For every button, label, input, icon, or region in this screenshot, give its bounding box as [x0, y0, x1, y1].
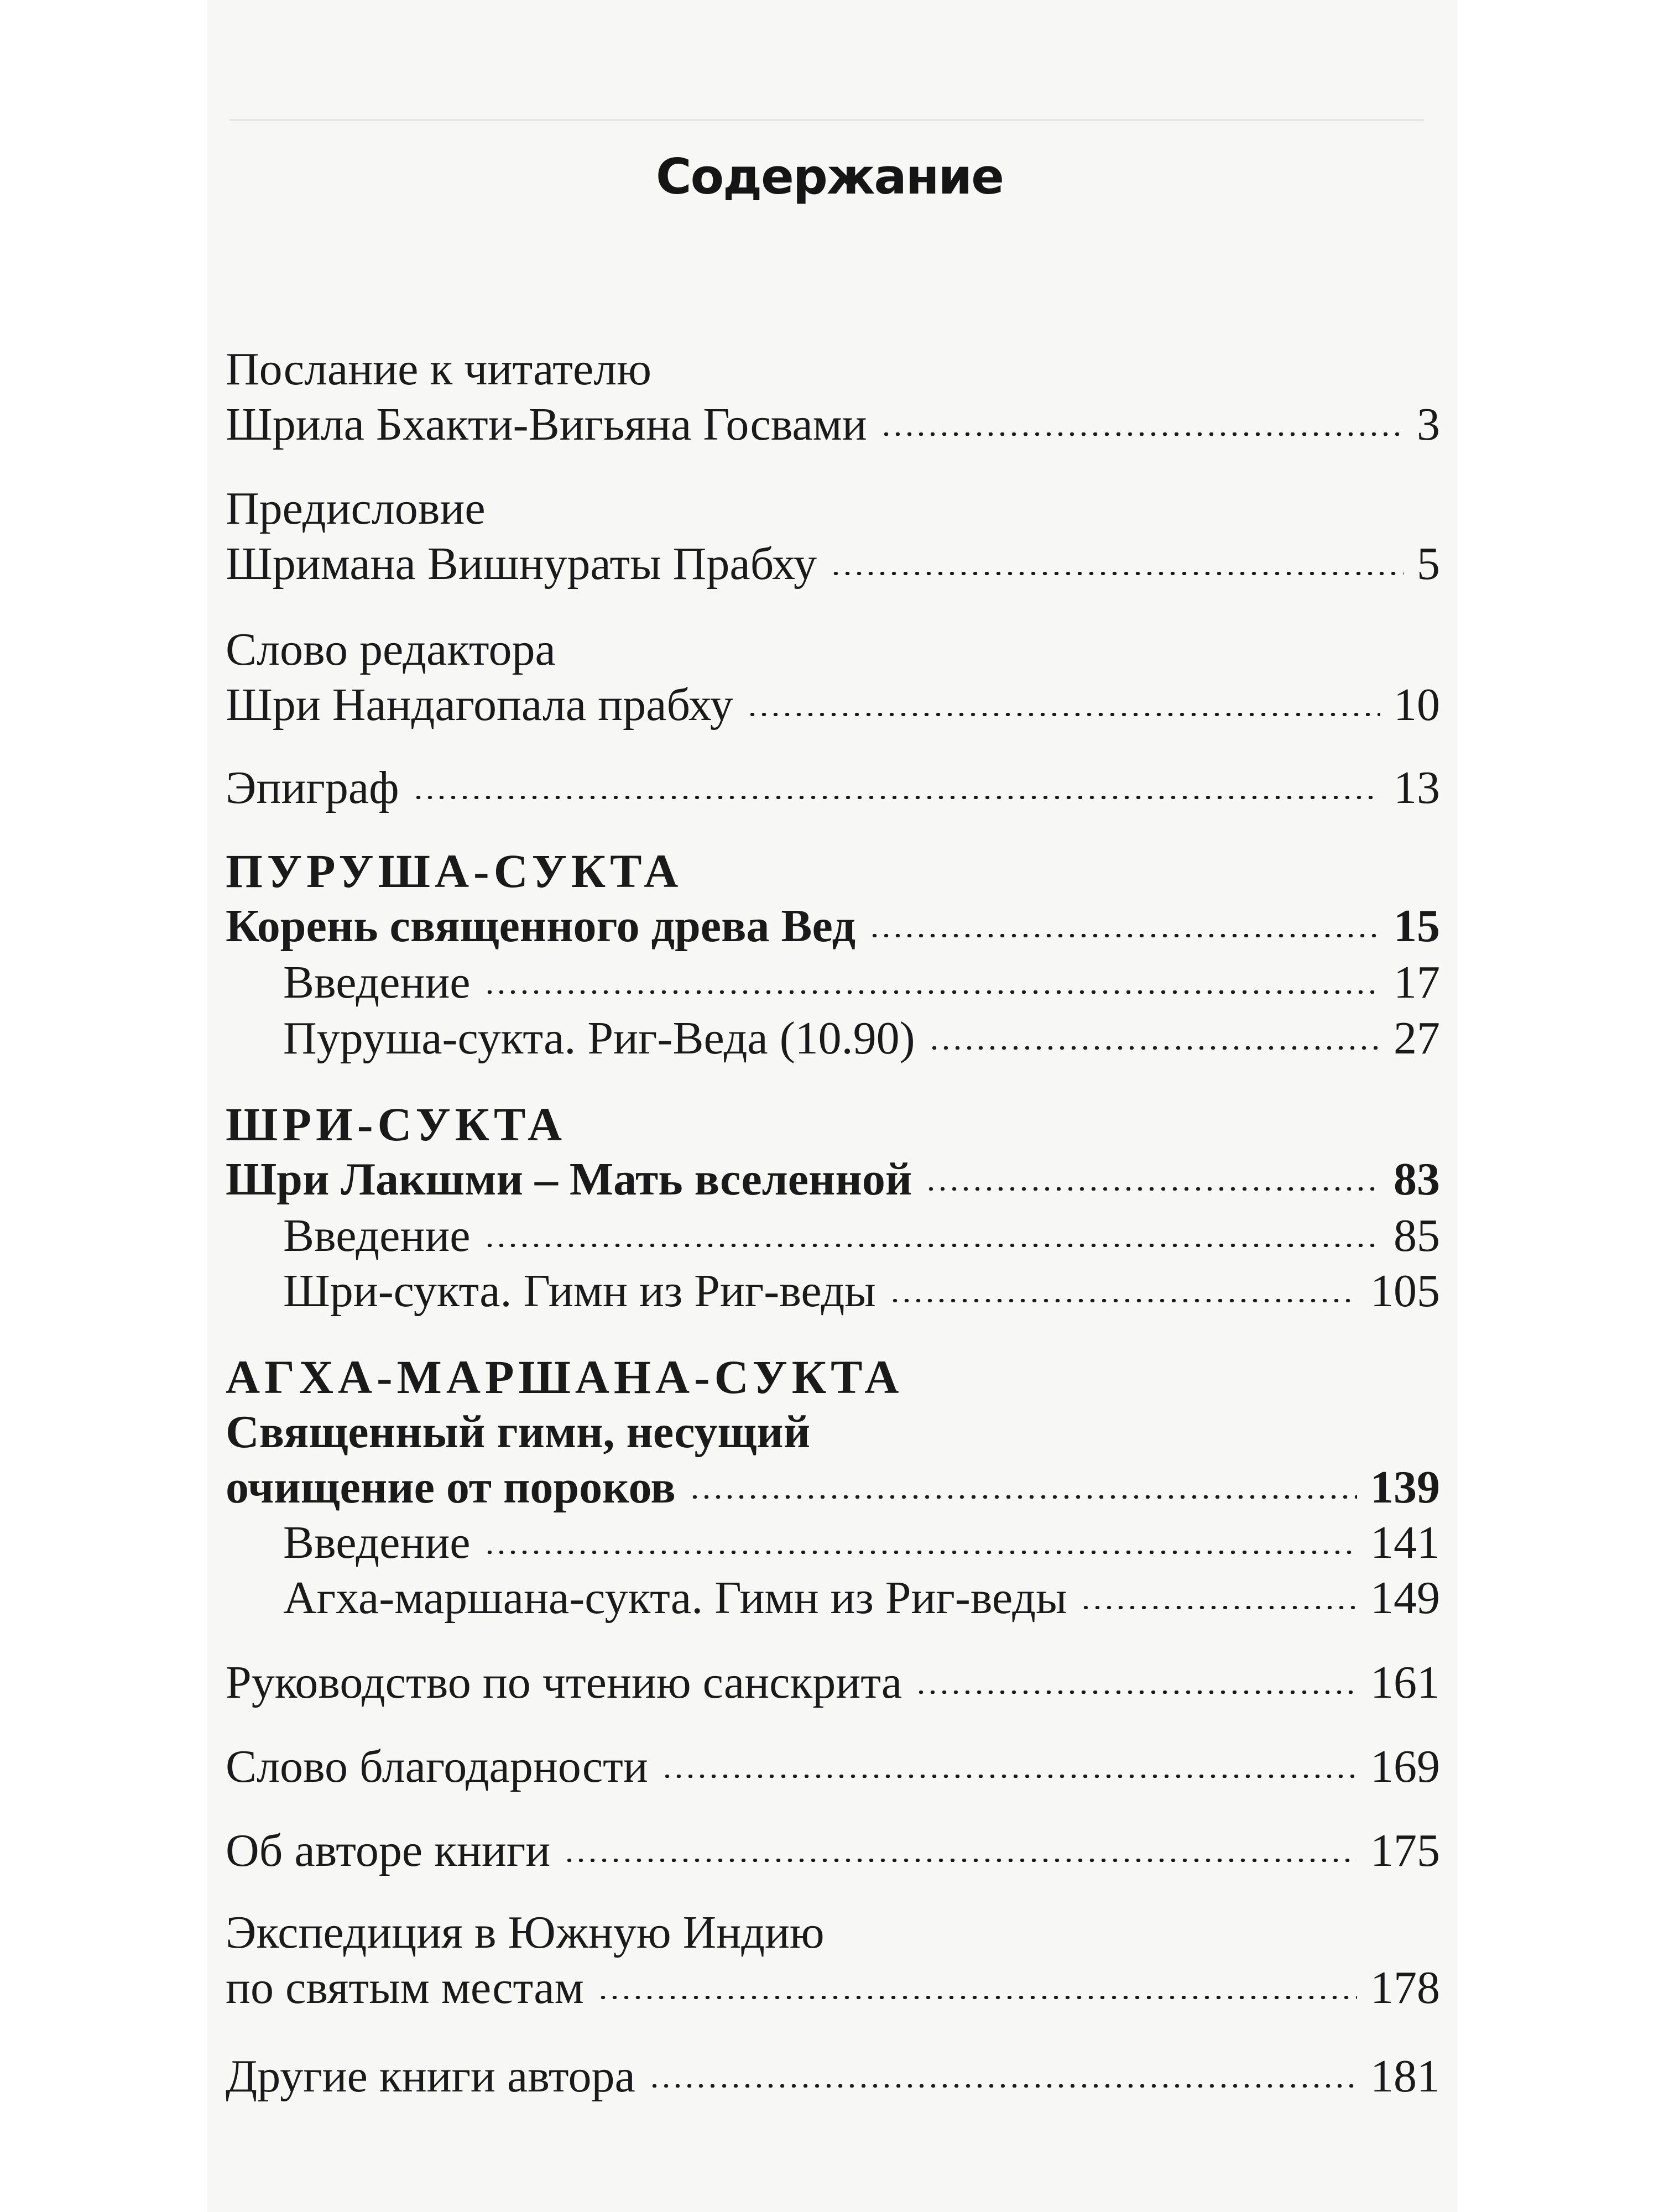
- toc-entry-title: Эпиграф: [226, 762, 399, 813]
- leader-dots: [830, 572, 1404, 575]
- toc-entry: [226, 1823, 1440, 1879]
- section-heading: ШРИ-СУКТА: [226, 1098, 567, 1151]
- toc-page-number: 169: [1370, 1741, 1440, 1792]
- toc-entry: [226, 760, 1440, 816]
- leader-dots: [689, 1495, 1357, 1499]
- toc-entry: [226, 2049, 1440, 2104]
- leader-dots: [484, 1551, 1357, 1554]
- section-heading: ПУРУША-СУКТА: [226, 844, 683, 898]
- toc-page-number: 27: [1394, 1013, 1440, 1064]
- leader-dots: [661, 1775, 1357, 1778]
- toc-entry-title: Другие книги автора: [226, 2051, 635, 2102]
- toc-entry: [226, 1655, 1440, 1710]
- leader-dots: [413, 796, 1380, 799]
- toc-page-number: 181: [1370, 2051, 1440, 2102]
- toc-page-number: 83: [1394, 1154, 1440, 1205]
- toc-entry-title: Шри Лакшми – Мать вселенной: [226, 1154, 912, 1205]
- toc-entry-title: очищение от пороков: [226, 1462, 676, 1513]
- toc-entry: [226, 1960, 1440, 2016]
- leader-dots: [597, 1996, 1357, 1999]
- toc-subentry: [283, 1571, 1440, 1626]
- toc-page-number: 175: [1370, 1825, 1440, 1876]
- toc-entry-title: Корень священного древа Вед: [226, 900, 856, 952]
- toc-subentry: [283, 1515, 1440, 1571]
- toc-page-number: 3: [1417, 399, 1440, 450]
- leader-dots: [1080, 1606, 1357, 1609]
- leader-dots: [649, 2084, 1357, 2088]
- toc-entry-title: Пуруша-сукта. Риг-Веда (10.90): [283, 1013, 915, 1064]
- toc-entry-title: Слово благодарности: [226, 1741, 648, 1792]
- toc-entry-title: Шрила Бхакти-Вигьяна Госвами: [226, 399, 867, 450]
- toc-page-number: 161: [1370, 1657, 1440, 1708]
- leader-dots: [880, 432, 1404, 436]
- toc-subentry: [283, 955, 1440, 1010]
- toc-entry-title: Агха-маршана-сукта. Гимн из Риг-веды: [283, 1572, 1067, 1624]
- toc-entry-line: Экспедиция в Южную Индию: [226, 1907, 825, 1958]
- toc-entry: [226, 536, 1440, 592]
- toc-page-number: 105: [1370, 1265, 1440, 1317]
- toc-entry: [226, 1460, 1440, 1515]
- toc-entry-title: Шри-сукта. Гимн из Риг-веды: [283, 1265, 876, 1317]
- leader-dots: [484, 990, 1380, 994]
- toc-entry: [226, 397, 1440, 452]
- leader-dots: [928, 1046, 1380, 1050]
- toc-subentry: [283, 1208, 1440, 1264]
- leader-dots: [889, 1299, 1357, 1302]
- leader-dots: [925, 1187, 1380, 1191]
- toc-page-number: 85: [1394, 1210, 1440, 1261]
- toc-page-number: 139: [1370, 1462, 1440, 1513]
- toc-entry: [226, 1739, 1440, 1794]
- toc-page-number: 5: [1417, 538, 1440, 589]
- toc-page-number: 178: [1370, 1962, 1440, 2013]
- toc-entry-title: Введение: [283, 1210, 471, 1261]
- toc-entry-title: Шримана Вишнураты Прабху: [226, 538, 817, 589]
- page-title: Содержание: [656, 148, 1003, 205]
- toc-entry: [226, 1152, 1440, 1207]
- toc-subentry: [283, 1264, 1440, 1319]
- toc-entry-line: Предисловие: [226, 483, 486, 534]
- section-heading: АГХА-МАРШАНА-СУКТА: [226, 1350, 904, 1404]
- toc-page-number: 10: [1394, 679, 1440, 731]
- leader-dots: [869, 934, 1380, 937]
- leader-dots: [484, 1244, 1380, 1247]
- toc-entry: [226, 899, 1440, 954]
- toc-entry-line: Послание к читателю: [226, 343, 651, 395]
- toc-entry-title: Руководство по чтению санскрита: [226, 1657, 902, 1708]
- toc-page-number: 149: [1370, 1572, 1440, 1624]
- toc-page-number: 15: [1394, 900, 1440, 952]
- leader-dots: [747, 713, 1380, 716]
- toc-entry-title: Шри Нандагопала прабху: [226, 679, 733, 731]
- toc-entry-line: Священный гимн, несущий: [226, 1406, 811, 1458]
- toc-entry-line: Слово редактора: [226, 624, 556, 675]
- leader-dots: [564, 1859, 1357, 1862]
- toc-page-number: 13: [1394, 762, 1440, 813]
- toc-page-number: 141: [1370, 1517, 1440, 1568]
- toc-entry-title: по святым местам: [226, 1962, 584, 2013]
- toc-entry-title: Введение: [283, 1517, 471, 1568]
- toc-entry-title: Об авторе книги: [226, 1825, 551, 1876]
- leader-dots: [915, 1691, 1357, 1694]
- toc-subentry: [283, 1011, 1440, 1066]
- toc-entry-title: Введение: [283, 957, 471, 1008]
- toc-page-number: 17: [1394, 957, 1440, 1008]
- toc-entry: [226, 677, 1440, 733]
